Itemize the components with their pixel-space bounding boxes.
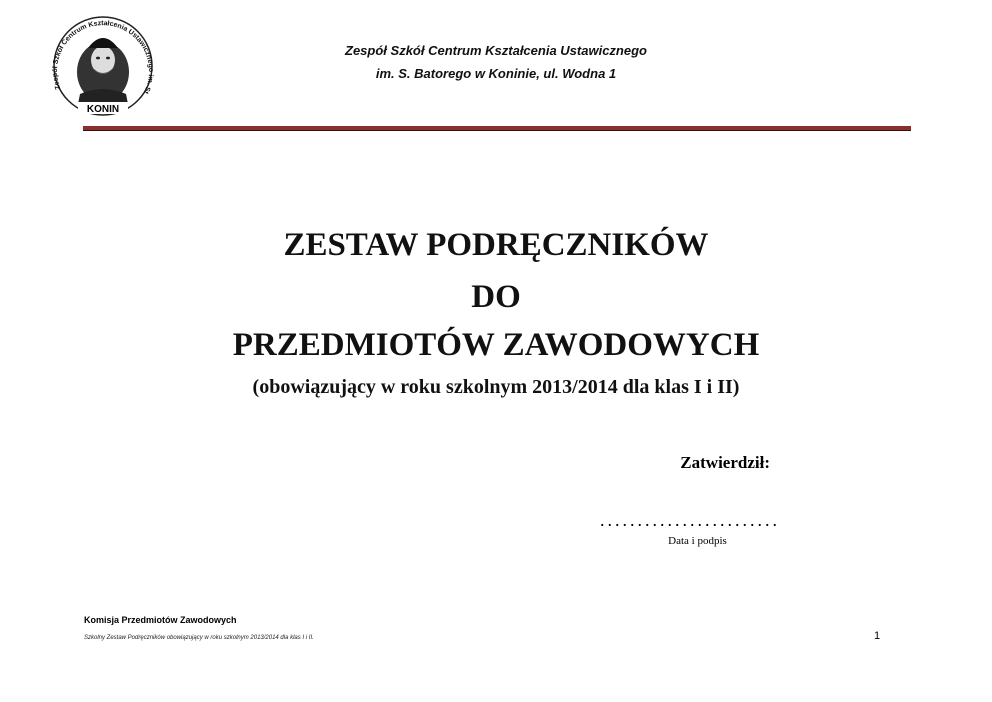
page-number: 1 [874, 630, 881, 642]
header-school-address: im. S. Batorego w Koninie, ul. Wodna 1 [375, 66, 617, 81]
header-divider [83, 126, 911, 131]
title-line-3: PRZEDMIOTÓW ZAWODOWYCH [232, 327, 760, 363]
header-school-name: Zespół Szkół Centrum Kształcenia Ustawicznego [345, 43, 647, 58]
title-line-2: DO [471, 279, 521, 315]
approval-label: Zatwierdził: [680, 453, 770, 472]
footer-committee: Komisja Przedmiotów Zawodowych [84, 615, 237, 625]
footer-note: Szkolny Zestaw Podręczników obowiązujący w roku szkolnym 2013/2014 dla klas I i II. [84, 635, 314, 641]
title-subtitle: (obowiązujący w roku szkolnym 2013/2014 dla klas I i II) [252, 376, 740, 398]
title-line-1: ZESTAW PODRĘCZNIKÓW [283, 227, 709, 263]
logo-city: KONIN [86, 104, 120, 115]
signature-dots: ........................ [600, 510, 780, 530]
logo-ring-text: Zespół Szkół Centrum Kształcenia Ustawicznego im. St [51, 20, 155, 95]
signature-caption: Data i podpis [668, 535, 727, 547]
